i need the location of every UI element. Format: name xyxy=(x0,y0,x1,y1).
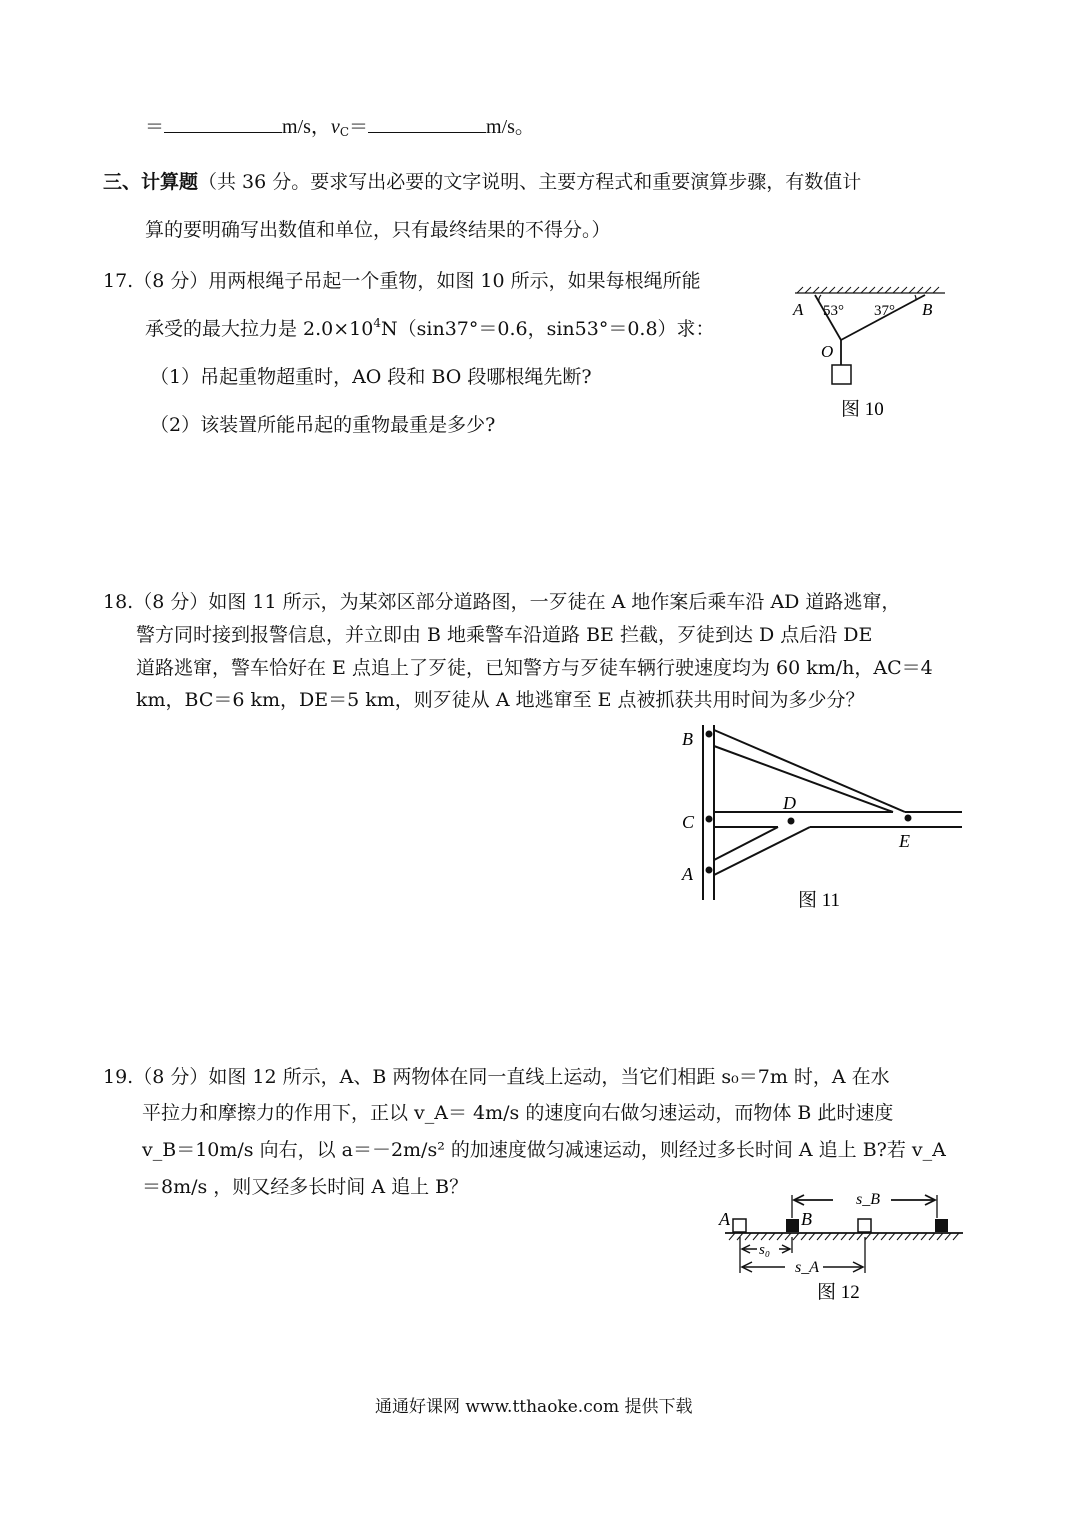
label-sb: s_B xyxy=(856,1191,880,1208)
point-e xyxy=(905,815,912,822)
label-e: E xyxy=(899,831,910,851)
figure-11-caption: 图 11 xyxy=(798,890,841,911)
block-b-start xyxy=(786,1219,799,1232)
angle-53: 53° xyxy=(823,303,844,319)
block-a-start xyxy=(733,1219,746,1232)
q17-subquestion-2: （2）该装置所能吊起的重物最重是多少? xyxy=(150,414,496,436)
exponent: 4 xyxy=(373,316,381,330)
q19-line3: v_B＝10m/s 向右，以 a＝－2m/s² 的加速度做匀减速运动，则经过多长时间 A 追上 B?若 v_A xyxy=(142,1139,946,1161)
equals-sign: ＝ xyxy=(145,116,165,138)
q18-line3: 道路逃窜，警车恰好在 E 点追上了歹徒，已知警方与歹徒车辆行驶速度均为 60 km/h，AC＝4 xyxy=(136,657,933,679)
angle-37: 37° xyxy=(874,303,895,319)
label-d: D xyxy=(783,793,796,813)
footer-text: 通通好课网 www.tthaoke.com 提供下载 xyxy=(375,1397,693,1417)
section-title: 三、计算题 xyxy=(103,171,199,193)
q17-text: N（sin37°＝0.6，sin53°＝0.8）求： xyxy=(381,318,715,340)
section-heading xyxy=(103,167,861,194)
q17-subquestion-1: （1）吊起重物超重时，AO 段和 BO 段哪根绳先断? xyxy=(150,366,592,388)
block-a-end xyxy=(858,1219,871,1232)
weight-box xyxy=(832,365,851,384)
q19-line1: 19.（8 分）如图 12 所示，A、B 两物体在同一直线上运动，当它们相距 s₀＝7m 时，A 在水 xyxy=(103,1066,890,1088)
point-c xyxy=(706,816,713,823)
label-a: A xyxy=(793,300,804,319)
q19-line2: 平拉力和摩擦力的作用下，正以 v_A＝ 4m/s 的速度向右做匀速运动，而物体 B 此时速度 xyxy=(142,1102,894,1124)
q18-line1: 18.（8 分）如图 11 所示，为某郊区部分道路图，一歹徒在 A 地作案后乘车沿 AD 道路逃窜， xyxy=(103,591,901,613)
label-c: C xyxy=(682,812,695,832)
label-s0: s₀ xyxy=(759,1242,771,1258)
point-d xyxy=(788,818,795,825)
label-sa: s_A xyxy=(795,1259,819,1276)
label-a: A xyxy=(682,864,693,884)
answer-blank-b[interactable] xyxy=(164,131,282,133)
q18-line2: 警方同时接到报警信息，并立即由 B 地乘警车沿道路 BE 拦截，歹徒到达 D 点后沿 DE xyxy=(136,624,873,646)
section-instructions-line2: 算的要明确写出数值和单位，只有最终结果的不得分。） xyxy=(145,219,611,241)
label-b: B xyxy=(682,729,693,749)
vc-subscript: C xyxy=(339,125,349,139)
answer-blank-c[interactable] xyxy=(368,131,486,133)
unit-text: m/s， xyxy=(282,116,331,138)
label-a: A xyxy=(719,1209,730,1229)
q19-line4: ＝8m/s ，则又经多长时间 A 追上 B？ xyxy=(142,1176,469,1198)
answer-line xyxy=(145,110,535,139)
equals-sign: ＝ xyxy=(349,116,369,138)
unit-text: m/s。 xyxy=(486,116,535,138)
figure-11 xyxy=(675,720,970,920)
vc-symbol: v xyxy=(330,116,340,138)
q17-line2 xyxy=(145,314,715,341)
figure-10-caption: 图 10 xyxy=(841,399,884,420)
label-b: B xyxy=(801,1209,812,1229)
point-b xyxy=(706,731,713,738)
q17-line1: 17.（8 分）用两根绳子吊起一个重物，如图 10 所示，如果每根绳所能 xyxy=(103,270,701,292)
figure-12-caption: 图 12 xyxy=(817,1282,860,1303)
q18-line4: km，BC＝6 km，DE＝5 km，则歹徒从 A 地逃窜至 E 点被抓获共用时间为多少分？ xyxy=(136,689,865,711)
block-b-end xyxy=(935,1219,948,1232)
label-o: O xyxy=(821,342,834,361)
section-instructions: （共 36 分。要求写出必要的文字说明、主要方程式和重要演算步骤，有数值计 xyxy=(198,171,862,193)
point-a xyxy=(706,867,713,874)
figure-12 xyxy=(715,1185,970,1305)
q17-text: 承受的最大拉力是 2.0×10 xyxy=(145,318,374,340)
figure-10 xyxy=(785,285,955,435)
label-b: B xyxy=(922,300,933,319)
